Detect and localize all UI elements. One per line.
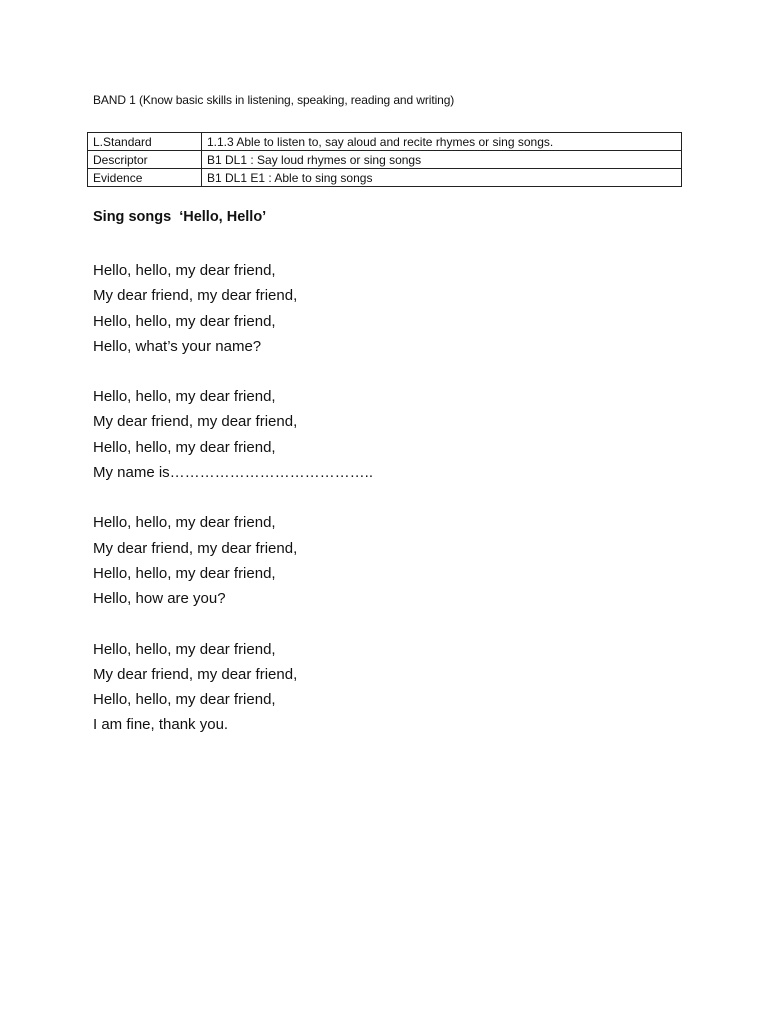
lyric-line: Hello, hello, my dear friend, [93, 312, 276, 330]
table-row [88, 133, 682, 151]
table-value-cell: 1.1.3 Able to listen to, say aloud and recite rhymes or sing songs. [202, 133, 682, 151]
stanza [93, 384, 373, 485]
table-value-cell: B1 DL1 : Say loud rhymes or sing songs [202, 151, 682, 169]
lyric-line: My dear friend, my dear friend, [93, 413, 298, 431]
lyric-line: Hello, hello, my dear friend, [93, 691, 276, 709]
table-key-cell: L.Standard [88, 133, 202, 151]
table-row [88, 151, 682, 169]
lyric-line: My name is………………………………….. [93, 464, 374, 482]
song-lyrics [93, 258, 373, 763]
lyric-line: Hello, hello, my dear friend, [93, 388, 276, 406]
song-title: Sing songs ‘Hello, Hello’ [93, 209, 267, 225]
lyric-line: Hello, hello, my dear friend, [93, 438, 276, 456]
table-key-cell: Descriptor [88, 151, 202, 169]
lyric-line: Hello, what’s your name? [93, 337, 262, 355]
stanza [93, 637, 373, 738]
table-row [88, 169, 682, 187]
lyric-line: Hello, hello, my dear friend, [93, 564, 276, 582]
table-value-cell: B1 DL1 E1 : Able to sing songs [202, 169, 682, 187]
lyric-line: I am fine, thank you. [93, 716, 229, 734]
lyric-line: Hello, hello, my dear friend, [93, 262, 276, 279]
lyric-line: My dear friend, my dear friend, [93, 539, 298, 557]
lyric-line: Hello, how are you? [93, 590, 226, 608]
band-header: BAND 1 (Know basic skills in listening, speaking, reading and writing) [93, 93, 455, 107]
stanza [93, 510, 373, 611]
lyric-line: My dear friend, my dear friend, [93, 665, 298, 683]
table-key-cell: Evidence [88, 169, 202, 187]
lyric-line: Hello, hello, my dear friend, [93, 514, 276, 532]
learning-standard-table [87, 132, 682, 187]
stanza [93, 258, 373, 359]
lyric-line: Hello, hello, my dear friend, [93, 640, 276, 658]
lyric-line: My dear friend, my dear friend, [93, 287, 298, 305]
